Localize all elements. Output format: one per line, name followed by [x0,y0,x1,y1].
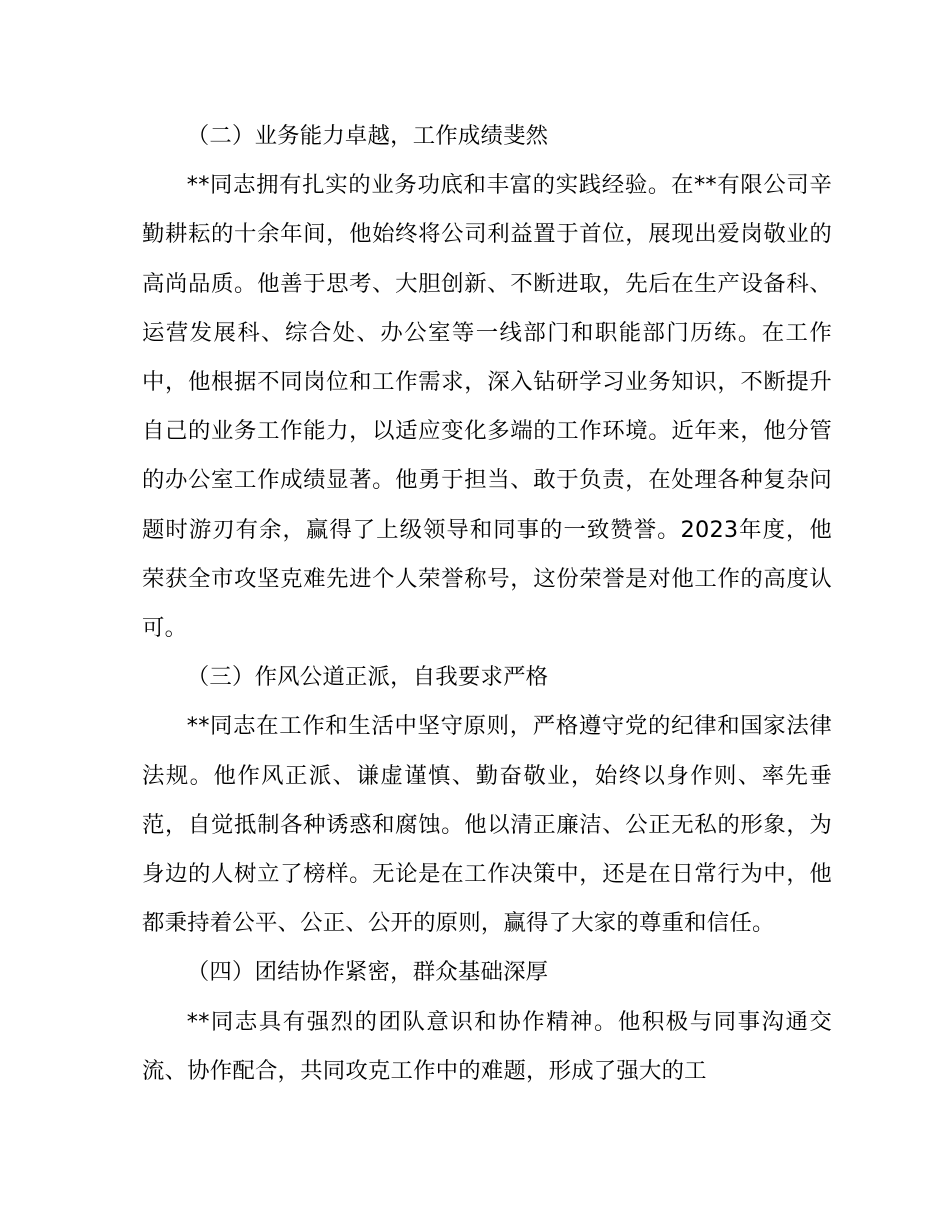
section-paragraph-2: **同志拥有扎实的业务功底和丰富的实践经验。在**有限公司辛勤耕耘的十余年间，他始终将公司利益置于首位，展现出爱岗敬业的高尚品质。他善于思考、大胆创新、不断进取，先后在生产设备科、运营发展科、综合处、办公室等一线部门和职能部门历练。在工作中，他根据不同岗位和工作需求，深入钻研学习业务知识，不断提升自己的业务工作能力，以适应变化多端的工作环境。近年来，他分管的办公室工作成绩显著。他勇于担当、敢于负责，在处理各种复杂问题时游刃有余，赢得了上级领导和同事的一致赞誉。2023年度，他荣获全市攻坚克难先进个人荣誉称号，这份荣誉是对他工作的高度认可。 [142,172,832,642]
section-paragraph-4: **同志具有强烈的团队意识和协作精神。他积极与同事沟通交流、协作配合，共同攻克工作中的难题，形成了强大的工 [142,1008,832,1084]
section-paragraph-3: **同志在工作和生活中坚守原则，严格遵守党的纪律和国家法律法规。他作风正派、谦虚谨慎、勤奋敬业，始终以身作则、率先垂范，自觉抵制各种诱惑和腐蚀。他以清正廉洁、公正无私的形象，为身边的人树立了榜样。无论是在工作决策中，还是在日常行为中，他都秉持着公平、公正、公开的原则，赢得了大家的尊重和信任。 [142,713,832,937]
section-heading-2: （二）业务能力卓越，工作成绩斐然 [186,123,549,149]
section-heading-4: （四）团结协作紧密，群众基础深厚 [186,959,549,986]
section-heading-3: （三）作风公道正派，自我要求严格 [186,664,549,691]
document-body [142,112,832,1096]
